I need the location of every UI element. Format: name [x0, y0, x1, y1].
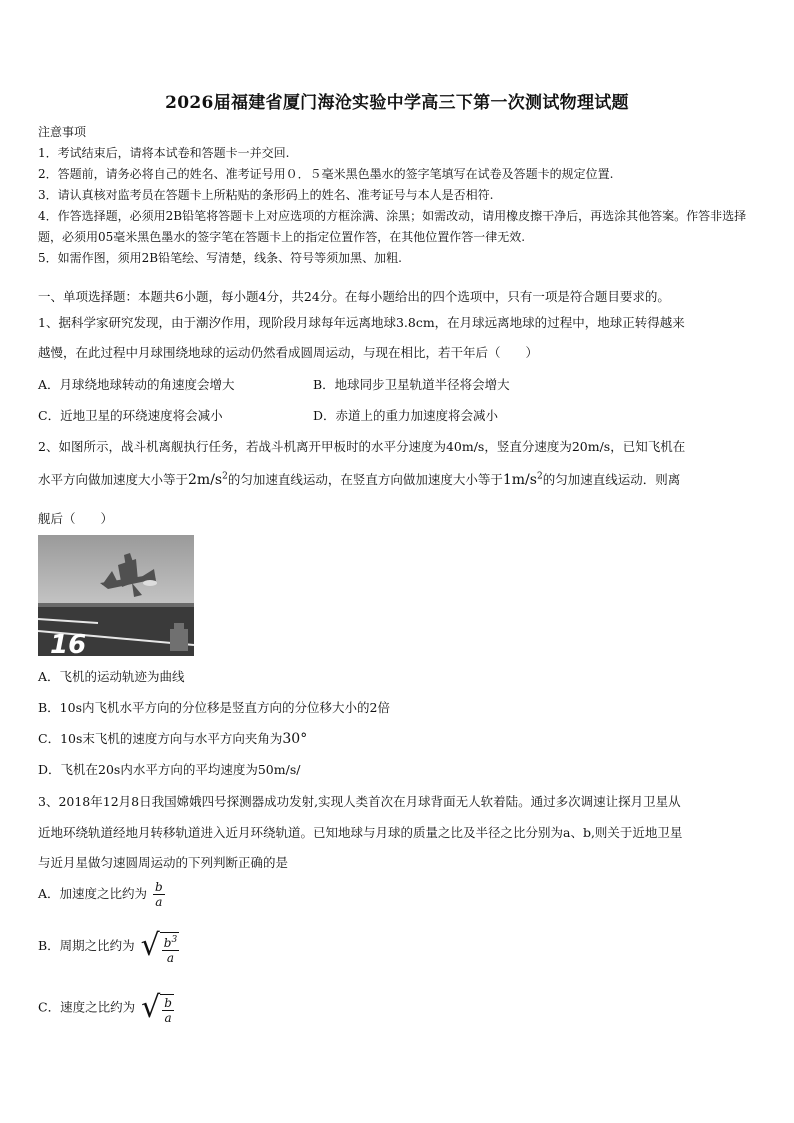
q2-option-c: C．10s末飞机的速度方向与水平方向夹角为30°	[38, 731, 308, 747]
q1-stem-line2: 越慢，在此过程中月球围绕地球的运动仍然看成圆周运动，与现在相比，若干年后（ ）	[38, 345, 539, 360]
q3-c-sqrt: √ $\frac{b}{a}$	[141, 990, 172, 1025]
q3-b-sqrt: √ $\frac{b^3}{a}$	[140, 928, 178, 965]
q1-option-c: C．近地卫星的环绕速度将会减小	[38, 408, 223, 423]
q3-stem-line1: 3、2018年12月8日我国嫦娥四号探测器成功发射,实现人类首次在月球背面无人软着陆。通过多次调速让探月卫星从	[38, 794, 681, 809]
q3-option-c: C．速度之比约为 √ $\frac{b}{a}$	[38, 990, 172, 1025]
q3-option-b: B．周期之比约为 √ $\frac{b^3}{a}$	[38, 928, 178, 965]
q2-angle: 30°	[282, 731, 308, 747]
note-item-4: 4．作答选择题，必须用2B铅笔将答题卡上对应选项的方框涂满、涂黑；如需改动，请用橡皮擦干净后，再选涂其他答案。作答非选择题，必须用05毫米黑色墨水的签字笔在答题卡上的指定位置作答，在其他位置作答一律无效.	[38, 209, 747, 244]
notes-section	[38, 122, 758, 269]
q3-stem-line2: 近地环绕轨道经地月转移轨道进入近月环绕轨道。已知地球与月球的质量之比及半径之比分别为a、b,则关于近地卫星	[38, 825, 683, 840]
q2-option-b: B．10s内飞机水平方向的分位移是竖直方向的分位移大小的2倍	[38, 700, 390, 715]
q1-option-b: B．地球同步卫星轨道半径将会增大	[313, 377, 510, 392]
q2-stem-line2-a: 水平方向做加速度大小等于	[38, 472, 189, 487]
note-item-2: 2．答题前，请务必将自己的姓名、准考证号用０．５毫米黑色墨水的签字笔填写在试卷及答题卡的规定位置.	[38, 167, 614, 181]
q2-option-a: A．飞机的运动轨迹为曲线	[38, 669, 185, 684]
q2-accel-horizontal: $2m/s^2$	[188, 471, 228, 488]
q3-stem-line3: 与近月星做匀速圆周运动的下列判断正确的是	[38, 855, 289, 870]
q3-option-a: A．加速度之比约为 $\frac{b}{a}$	[38, 880, 163, 909]
q1-stem-line1: 1、据科学家研究发现，由于潮汐作用，现阶段月球每年远离地球3.8cm，在月球远离地球的过程中，地球正转得越来	[38, 315, 685, 330]
q2-stem-line3: 舰后（ ）	[38, 511, 114, 526]
fighter-jet-photo	[38, 535, 194, 656]
note-item-5: 5．如需作图，须用2B铅笔绘、写清楚，线条、符号等须加黑、加粗.	[38, 251, 402, 265]
note-item-1: 1．考试结束后，请将本试卷和答题卡一并交回.	[38, 146, 290, 160]
exam-title: 2026届福建省厦门海沧实验中学高三下第一次测试物理试题	[165, 93, 629, 113]
section-heading: 一、单项选择题：本题共6小题，每小题4分，共24分。在每小题给出的四个选项中，只有一项是符合题目要求的。	[38, 289, 670, 304]
q2-accel-vertical: $1m/s^2$	[502, 471, 543, 488]
deck-number: 16	[50, 630, 87, 656]
q1-option-d: D．赤道上的重力加速度将会减小	[313, 408, 499, 423]
q3-a-fraction: $\frac{b}{a}$	[155, 880, 163, 909]
notes-heading: 注意事项	[38, 125, 87, 139]
q2-stem-line2-c: 的匀加速直线运动．则离	[542, 472, 681, 487]
q2-stem-line1: 2、如图所示，战斗机离舰执行任务，若战斗机离开甲板时的水平分速度为40m/s，竖直分速度为20m/s，已知飞机在	[38, 439, 686, 454]
q1-option-a: A．月球绕地球转动的角速度会增大	[38, 377, 235, 392]
q2-option-d: D．飞机在20s内水平方向的平均速度为50m/s/	[38, 762, 301, 777]
q2-stem-line2-b: 的匀加速直线运动，在竖直方向做加速度大小等于	[227, 472, 503, 487]
q2-stem-line2	[38, 470, 758, 488]
note-item-3: 3．请认真核对监考员在答题卡上所粘贴的条形码上的姓名、准考证号与本人是否相符.	[38, 188, 494, 202]
